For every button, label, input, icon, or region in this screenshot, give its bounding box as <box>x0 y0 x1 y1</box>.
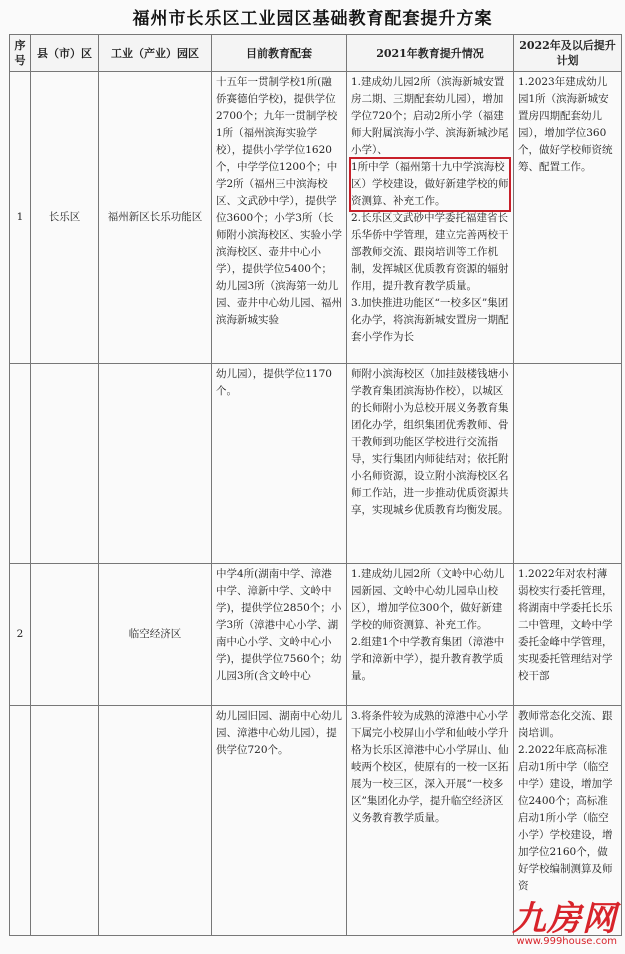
y2021-cell <box>347 72 514 364</box>
y2022-cell <box>514 72 622 364</box>
current-text: 幼儿园旧园、湖南中心幼儿园、漳港中心幼儿园），提供学位720个。 <box>216 710 342 756</box>
county-cell <box>31 564 99 706</box>
watermark-logo <box>512 899 617 948</box>
document-title: 福州市长乐区工业园区基础教育配套提升方案 <box>132 9 493 29</box>
y2021-cell <box>347 564 514 706</box>
seq-cell: 1 <box>10 72 31 364</box>
empty-cell <box>99 364 212 564</box>
empty-cell <box>31 706 99 936</box>
y2021-cell <box>347 706 514 936</box>
empty-cell <box>10 706 31 936</box>
header-2021: 2021年教育提升情况 <box>347 35 514 72</box>
empty-cell <box>10 364 31 564</box>
table-header-row <box>10 35 622 72</box>
y2021-text-cont: 2.长乐区文武砂中学委托福建省长乐华侨中学管理，建立完善两校干部教师交流、跟岗培训等工作机制，发挥城区优质教育资源的辐射作用，提升教育教学质量。 3.加快推进功能区“一校多区”集团化办学，将滨海新城安置房一期配套小学作为长 <box>351 212 509 343</box>
highlighted-text: 1所中学（福州第十九中学滨海校区）学校建设，做好新建学校的师资测算、补充工作。 <box>351 159 509 210</box>
park-cell: 福州新区长乐功能区 <box>99 72 212 364</box>
current-text: 十五年一贯制学校1所(融侨赛德伯学校)，提供学位2700个；九年一贯制学校1所（福州滨海实验学校），提供小学学位1620个，中学学位1200个；中学2所（福州三中滨海校区、文武砂中学），提供学位3600个；小学3所（长师附小滨海校区、实验小学滨海校区、壶井中心小学），提供学位5400个；幼儿园3所（滨海第一幼儿园、壶井中心幼儿园、福州滨海新城实验 <box>216 76 342 326</box>
y2022-cell <box>514 564 622 706</box>
table-row <box>10 564 622 706</box>
header-county: 县（市）区 <box>31 35 99 72</box>
y2021-text: 师附小滨海校区（加挂鼓楼钱塘小学教育集团滨海协作校），以城区的长师附小为总校开展义务教育集团化办学，组织集团优秀教师、骨干教师到功能区学校进行交流指导，实行集团内师徒结对；依托附小名师资源，设立附小滨海校区名师工作站，进一步推动优质资源共享，实现城乡优质教育均衡发展。 <box>351 368 509 516</box>
y2021-text: 3.将条件较为成熟的漳港中心小学下属完小校屏山小学和仙岐小学升格为长乐区漳港中心小学屏山、仙岐两个校区，使原有的一校一区拓展为一校三区，深入开展“一校多区”集团化办学，提升临空经济区义务教育教学质量。 <box>351 710 509 824</box>
table-row <box>10 364 622 564</box>
current-text: 幼儿园），提供学位1170个。 <box>216 368 332 397</box>
y2021-cell <box>347 364 514 564</box>
watermark-url: www.999house.com <box>516 936 617 947</box>
empty-cell <box>99 706 212 936</box>
header-park: 工业（产业）园区 <box>99 35 212 72</box>
county-cell: 长乐区 <box>31 72 99 364</box>
seq-cell: 2 <box>10 564 31 706</box>
y2022-text: 1.2023年建成幼儿园1所（滨海新城安置房四期配套幼儿园），增加学位360个，做好学校师资统筹、配置工作。 <box>518 76 613 173</box>
park-cell: 临空经济区 <box>99 564 212 706</box>
y2022-text: 教师常态化交流、跟岗培训。 2.2022年底高标准启动1所中学（临空中学）建设，增加学位2400个；高标准启动1所小学（临空小学）学校建设，增加学位2160个，做好学校编制测算及师资 <box>518 710 613 892</box>
table-row <box>10 72 622 364</box>
current-cell <box>212 364 347 564</box>
current-cell <box>212 706 347 936</box>
header-2022: 2022年及以后提升计划 <box>514 35 622 72</box>
header-seq: 序号 <box>10 35 31 72</box>
current-cell <box>212 72 347 364</box>
current-text: 中学4所(湖南中学、漳港中学、漳新中学、文岭中学)，提供学位2850个；小学3所（漳港中心小学、湖南中心小学、文岭中心小学)，提供学位7560个；幼儿园3所(含文岭中心 <box>216 568 342 682</box>
empty-cell <box>31 364 99 564</box>
header-current: 目前教育配套 <box>212 35 347 72</box>
y2021-text: 1.建成幼儿园2所（文岭中心幼儿园新园、文岭中心幼儿园阜山校区），增加学位300个，做好新建学校的师资测算、补充工作。 2.组建1个中学教育集团（漳港中学和漳新中学），提升教育教学质量。 <box>351 568 505 682</box>
empty-cell <box>514 364 622 564</box>
y2021-text: 1.建成幼儿园2所（滨海新城安置房二期、三期配套幼儿园），增加学位720个；启动2所小学（福建师大附属滨海小学、滨海新城沙尾小学）、 <box>351 76 509 156</box>
y2022-text: 1.2022年对农村薄弱校实行委托管理，将湖南中学委托长乐二中管理，文岭中学委托金峰中学管理，实现委托管理结对学校干部 <box>518 568 613 682</box>
current-cell <box>212 564 347 706</box>
watermark-main: 九房网 <box>512 899 617 939</box>
plan-table <box>9 34 622 939</box>
